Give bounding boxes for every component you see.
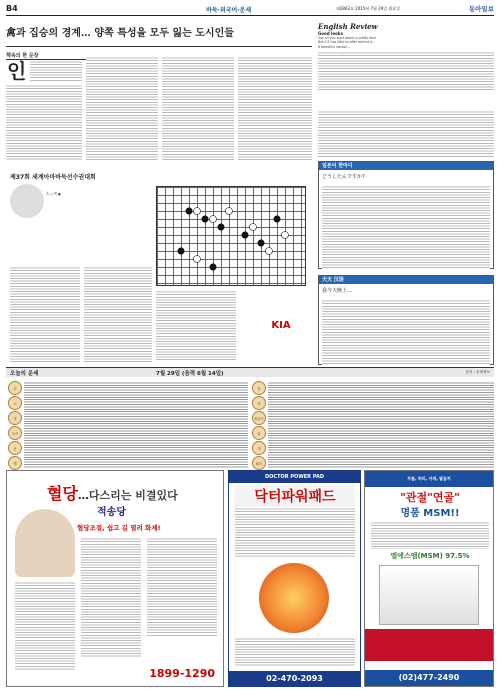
ad1-tagline: 혈당조절, 쉽고 길 열려 화제! [77, 524, 161, 532]
article-text-block [238, 56, 312, 160]
chinese-phrase: 我今天晚上... [322, 288, 352, 294]
ad3-product-image [379, 565, 479, 625]
article-text-block [86, 56, 158, 160]
zodiac-icon: 양 [252, 396, 266, 410]
ad2-headline: 닥터파워패드 [235, 485, 355, 507]
go-text-block [10, 266, 80, 362]
english-review-title: English Review [318, 22, 378, 31]
zodiac-icon: 돼지 [252, 456, 266, 470]
zodiac-icon: 닭 [252, 426, 266, 440]
english-line: Say all you want about a pretty face. [318, 36, 377, 40]
go-text-block [84, 266, 152, 362]
ad2-knee-image [259, 563, 329, 633]
go-byline: 흑 ○ 백 ● [46, 192, 61, 196]
article-text-block [6, 84, 82, 160]
english-text-block [318, 110, 494, 158]
zodiac-icon: 뱀 [8, 456, 22, 470]
column-badge: 책속의 한 문장 [6, 52, 86, 60]
go-text-block [156, 290, 236, 362]
newspaper-logo: 동아일보 [468, 5, 494, 13]
divider [6, 46, 312, 47]
zodiac-icon: 쥐 [8, 381, 22, 395]
go-section [6, 170, 312, 365]
chinese-section [318, 275, 494, 365]
ad3-headline: "관절"연골" [400, 491, 460, 504]
horoscope-credit: 문의 : 운세정보 [465, 370, 490, 374]
drop-cap: 인 [7, 59, 27, 83]
ad1-product: 적송당 [97, 507, 126, 518]
zodiac-icon: 말 [252, 381, 266, 395]
go-board [156, 186, 306, 286]
ad2-text [235, 507, 355, 557]
ad-blood-sugar[interactable] [6, 470, 224, 687]
column-headline: 禽과 집승의 경계… 양쪽 특성을 모두 잃는 도시인들 [6, 28, 234, 39]
sponsor-logo-kia: KIA [271, 320, 291, 331]
zodiac-icon: 범 [8, 411, 22, 425]
page-number: B4 [6, 4, 18, 13]
ad2-phone: 02-470-2093 [229, 671, 360, 686]
horoscope-header [6, 367, 494, 377]
ad1-text [147, 537, 217, 637]
horoscope-title: 오늘의 운세 [10, 371, 39, 377]
issue-date: 제2863호 2015년 7월 29일 월요일 [336, 6, 400, 11]
japanese-phrase: どうしたんですか? [322, 174, 365, 180]
zodiac-icon: 토끼 [8, 426, 22, 440]
ad2-text [235, 637, 355, 667]
english-review-subtitle: Good looks [318, 31, 343, 36]
ad1-headline: 혈당…다스리는 비결있다 [47, 484, 178, 503]
go-title: 제37회 세계아마바둑선수권대회 [10, 174, 96, 181]
ad1-text [81, 537, 141, 657]
article-text-block [30, 60, 82, 82]
japanese-title: 일본어 한마디 [319, 162, 493, 170]
section-title: 바둑·외국어·운세 [206, 7, 252, 14]
ad3-phone: (02)477-2490 [365, 670, 493, 686]
zodiac-icon: 소 [8, 396, 22, 410]
english-line: A beautiful person... [318, 44, 351, 49]
japanese-section [318, 161, 494, 269]
ad3-percent: 엘에스엠(MSM) 97.5% [390, 552, 470, 560]
ad3-text [371, 521, 489, 549]
horoscope-text-right [268, 381, 494, 469]
japanese-text-block [322, 185, 490, 269]
ad-power-pad[interactable] [228, 470, 361, 687]
chinese-title: 天天 汉语 [319, 276, 493, 284]
english-review-section [318, 22, 494, 106]
ad3-banner: 무릎, 허리, 어깨, 팔꿈치 [365, 471, 493, 487]
horoscope-date: 7월 29일 (음력 6월 14일) [156, 371, 224, 377]
zodiac-icon: 개 [252, 441, 266, 455]
ad1-portrait [15, 509, 75, 577]
horoscope-text-left [24, 381, 248, 469]
ad-msm[interactable] [364, 470, 494, 687]
ad1-phone: 1899-1290 [149, 667, 215, 680]
english-text-block [318, 51, 494, 91]
go-stones [157, 187, 307, 287]
chinese-text-block [322, 299, 490, 365]
ad1-text [15, 581, 75, 671]
page-header [6, 4, 494, 16]
ad3-subheadline: 명품 MSM!! [400, 508, 460, 519]
ad2-brand: DOCTOR POWER PAD [229, 471, 360, 483]
ad3-notice [365, 629, 493, 661]
zodiac-icon: 용 [8, 441, 22, 455]
zodiac-icon: 원숭이 [252, 411, 266, 425]
player-photo [10, 184, 44, 218]
english-line: But if it has little to offer behind it... [318, 40, 376, 45]
article-text-block [162, 56, 234, 160]
